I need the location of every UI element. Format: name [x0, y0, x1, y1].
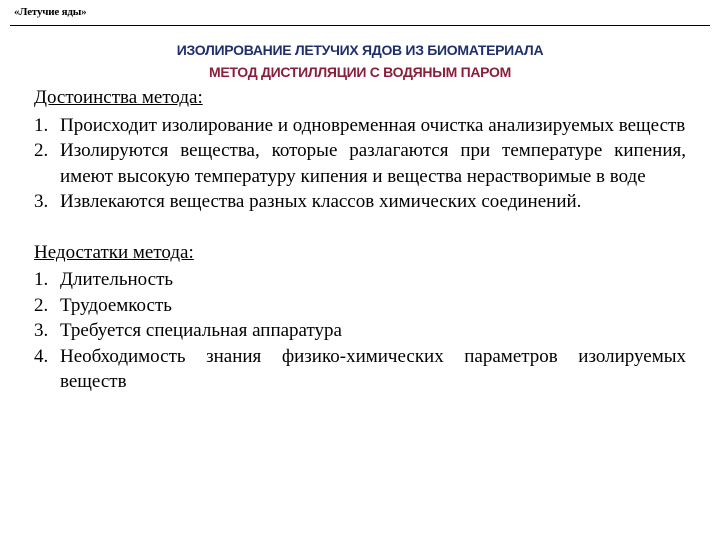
list-item-text: Происходит изолирование и одновременная очистка анализируемых веществ [60, 114, 686, 136]
list-number: 1. [34, 269, 49, 290]
list-item-text: Извлекаются вещества разных классов химических соединений. [60, 191, 582, 212]
list-item [34, 113, 686, 139]
list-item-text: Трудоемкость [60, 294, 172, 316]
disadvantages-heading: Недостатки метода: [34, 241, 194, 263]
list-item-text: Необходимость знания физико-химических параметров изолируемых веществ [60, 345, 686, 392]
title-block [0, 39, 720, 83]
slide-subtitle: МЕТОД ДИСТИЛЛЯЦИИ С ВОДЯНЫМ ПАРОМ [209, 64, 511, 80]
header-label: «Летучие яды» [14, 6, 87, 18]
disadvantages-list [34, 267, 686, 395]
list-item-text: Изолируются вещества, которые разлагаются при температуре кипения, имеют высокую температуру кипения и вещества нерастворимые в воде [60, 140, 686, 187]
list-number: 2. [34, 140, 49, 161]
list-item [34, 267, 686, 293]
list-number: 2. [34, 294, 49, 316]
advantages-heading: Достоинства метода: [34, 87, 203, 108]
section-spacer [34, 215, 686, 240]
list-item [34, 318, 686, 344]
header-divider [10, 25, 710, 26]
slide-content [34, 85, 686, 395]
advantages-list [34, 113, 686, 215]
list-item-text: Длительность [60, 269, 174, 290]
list-number: 3. [34, 320, 49, 341]
list-item [34, 189, 686, 215]
list-item [34, 344, 686, 395]
list-item-text: Требуется специальная аппаратура [60, 320, 342, 341]
list-number: 1. [34, 114, 49, 136]
list-number: 4. [34, 345, 49, 367]
list-number: 3. [34, 191, 49, 212]
list-item [34, 293, 686, 319]
slide-title: ИЗОЛИРОВАНИЕ ЛЕТУЧИХ ЯДОВ ИЗ БИОМАТЕРИАЛА [176, 42, 544, 58]
list-item [34, 138, 686, 189]
